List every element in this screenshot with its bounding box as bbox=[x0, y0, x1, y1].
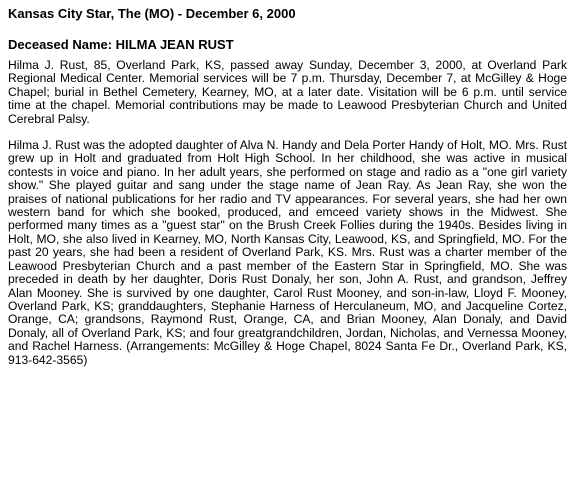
obituary-paragraph-biography: Hilma J. Rust was the adopted daughter of Alva N. Handy and Dela Porter Handy of Holt, MO. Mrs. Rust grew up in Holt and graduated from Holt High School. In her childhood, she was active in musical contests in voice and piano. In her adult years, she performed on stage and radio as a "one girl variety show." She played guitar and sang under the stage name of Jean Ray. As Jean Ray, she won the praises of national publications for her radio and TV appearances. For several years, she had her own western band for which she booked, produced, and emceed variety shows in the Midwest. She performed many times as a "guest star" on the Brush Creek Follies during the 1940s. Besides living in Holt, MO, she also lived in Kearney, MO, North Kansas City, Leawood, KS, and Springfield, MO. For the past 20 years, she had been a resident of Overland Park, KS. Mrs. Rust was a charter member of the Leawood Presbyterian Church and a past member of the Eastern Star in Springfield, MO. She was preceded in death by her daughter, Doris Rust Donaly, her son, John A. Rust, and grandson, Jeffrey Alan Mooney. She is survived by one daughter, Carol Rust Mooney, and son-in-law, Lloyd F. Mooney, Overland Park, KS; granddaughters, Stephanie Harness of Herculaneum, MO, and Jacqueline Cortez, Orange, CA; grandsons, Raymond Rust, Orange, CA, and Brian Mooney, Alan Donaly, and David Donaly, all of Overland Park, KS; and four greatgrandchildren, Jordan, Nicholas, and Vernessa Mooney, and Rachel Harness. (Arrangements: McGilley & Hoge Chapel, 8024 Santa Fe Dr., Overland Park, KS, 913-642-3565) bbox=[8, 138, 567, 367]
deceased-name-heading: Deceased Name: HILMA JEAN RUST bbox=[8, 37, 234, 52]
obituary-paragraph-summary: Hilma J. Rust, 85, Overland Park, KS, passed away Sunday, December 3, 2000, at Overland Park Regional Medical Center. Memorial services will be 7 p.m. Thursday, December 7, at McGilley & Hoge Chapel; burial in Bethel Cemetery, Kearney, MO, at a later date. Visitation will be 6 p.m. until service time at the chapel. Memorial contributions may be made to Leawood Presbyterian Church and United Cerebral Palsy. bbox=[8, 58, 567, 126]
publication-source-heading: Kansas City Star, The (MO) - December 6, 2000 bbox=[8, 6, 296, 21]
